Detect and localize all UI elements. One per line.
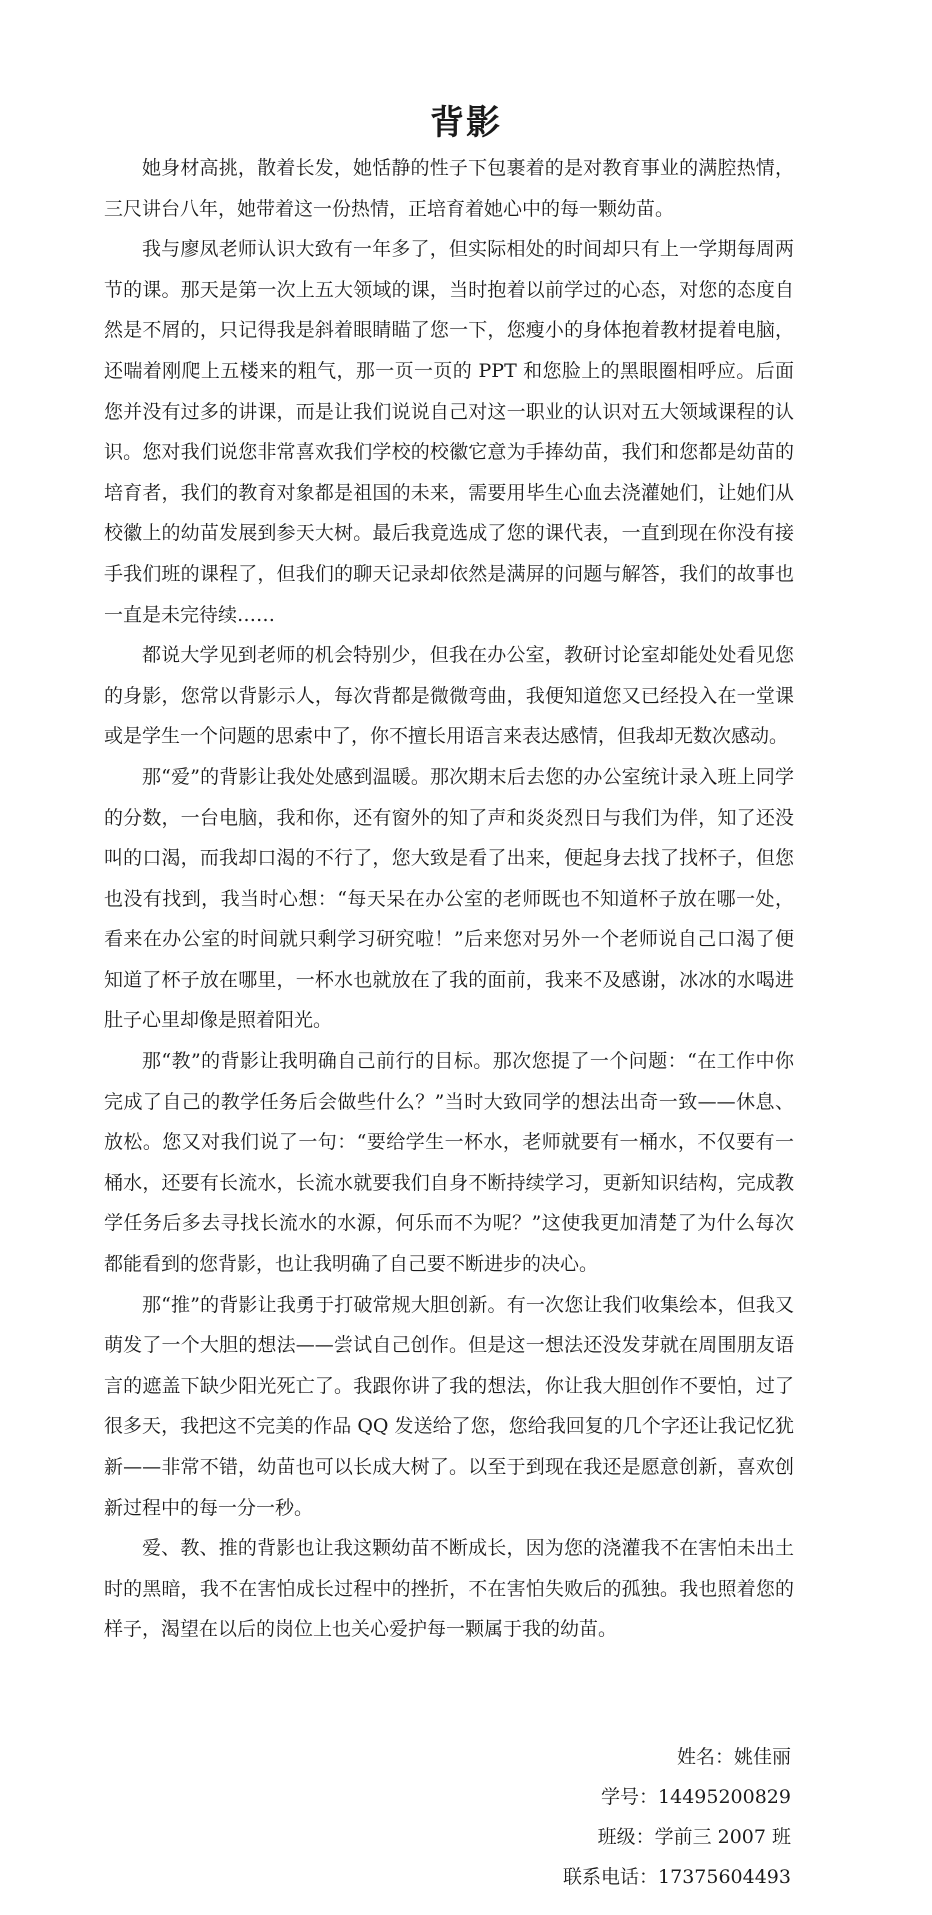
paragraph: 我与廖凤老师认识大致有一年多了，但实际相处的时间却只有上一学期每周两节的课。那天是第一次上五大领域的课，当时抱着以前学过的心态，对您的态度自然是不屑的，只记得我是斜着眼睛瞄了您一下，您瘦小的身体抱着教材提着电脑，还喘着刚爬上五楼来的粗气，那一页一页的 PPT 和您脸上的黑眼圈相呼应。后面您并没有过多的讲课，而是让我们说说自己对这一职业的认识对五大领域课程的认识。您对我们说您非常喜欢我们学校的校徽它意为手捧幼苗，我们和您都是幼苗的培育者，我们的教育对象都是祖国的未来，需要用毕生心血去浇灌她们，让她们从校徽上的幼苗发展到参天大树。最后我竟选成了您的课代表，一直到现在你没有接手我们班的课程了，但我们的聊天记录却依然是满屏的问题与解答，我们的故事也一直是未完待续…… <box>104 238 794 626</box>
paragraph: 她身材高挑，散着长发，她恬静的性子下包裹着的是对教育事业的满腔热情，三尺讲台八年，她带着这一份热情，正培育着她心中的每一颗幼苗。 <box>104 157 794 220</box>
phone-number: 联系电话：17375604493 <box>563 1866 791 1888</box>
paragraph: 都说大学见到老师的机会特别少，但我在办公室，教研讨论室却能处处看见您的身影，您常以背影示人，每次背都是微微弯曲，我便知道您又已经投入在一堂课或是学生一个问题的思索中了，你不擅长用语言来表达感情，但我却无数次感动。 <box>104 644 794 748</box>
paragraph: 爱、教、推的背影也让我这颗幼苗不断成长，因为您的浇灌我不在害怕未出土时的黑暗，我不在害怕成长过程中的挫折，不在害怕失败后的孤独。我也照着您的样子，渴望在以后的岗位上也关心爱护每一颗属于我的幼苗。 <box>104 1537 794 1641</box>
class-info: 班级：学前三 2007 班 <box>597 1826 791 1848</box>
essay-body <box>104 148 794 1650</box>
paragraph: 那“教”的背影让我明确自己前行的目标。那次您提了一个问题：“在工作中你完成了自己的教学任务后会做些什么？”当时大致同学的想法出奇一致——休息、放松。您又对我们说了一句：“要给学生一杯水，老师就要有一桶水，不仅要有一桶水，还要有长流水，长流水就要我们自身不断持续学习，更新知识结构，完成教学任务后多去寻找长流水的水源，何乐而不为呢？”这使我更加清楚了为什么每次都能看到的您背影，也让我明确了自己要不断进步的决心。 <box>104 1050 794 1276</box>
author-name: 姓名：姚佳丽 <box>676 1746 791 1768</box>
student-id: 学号：14495200829 <box>601 1786 791 1808</box>
document-title: 背影 <box>430 103 502 143</box>
author-signature-block <box>563 1737 791 1897</box>
paragraph: 那“爱”的背影让我处处感到温暖。那次期末后去您的办公室统计录入班上同学的分数，一台电脑，我和你，还有窗外的知了声和炎炎烈日与我们为伴，知了还没叫的口渴，而我却口渴的不行了，您大致是看了出来，便起身去找了找杯子，但您也没有找到，我当时心想：“每天呆在办公室的老师既也不知道杯子放在哪一处，看来在办公室的时间就只剩学习研究啦！”后来您对另外一个老师说自己口渴了便知道了杯子放在哪里，一杯水也就放在了我的面前，我来不及感谢，冰冰的水喝进肚子心里却像是照着阳光。 <box>104 765 794 1032</box>
paragraph: 那“推”的背影让我勇于打破常规大胆创新。有一次您让我们收集绘本，但我又萌发了一个大胆的想法——尝试自己创作。但是这一想法还没发芽就在周围朋友语言的遮盖下缺少阳光死亡了。我跟你讲了我的想法，你让我大胆创作不要怕，过了很多天，我把这不完美的作品 QQ 发送给了您，您给我回复的几个字还让我记忆犹新——非常不错，幼苗也可以长成大树了。以至于到现在我还是愿意创新，喜欢创新过程中的每一分一秒。 <box>104 1293 794 1519</box>
